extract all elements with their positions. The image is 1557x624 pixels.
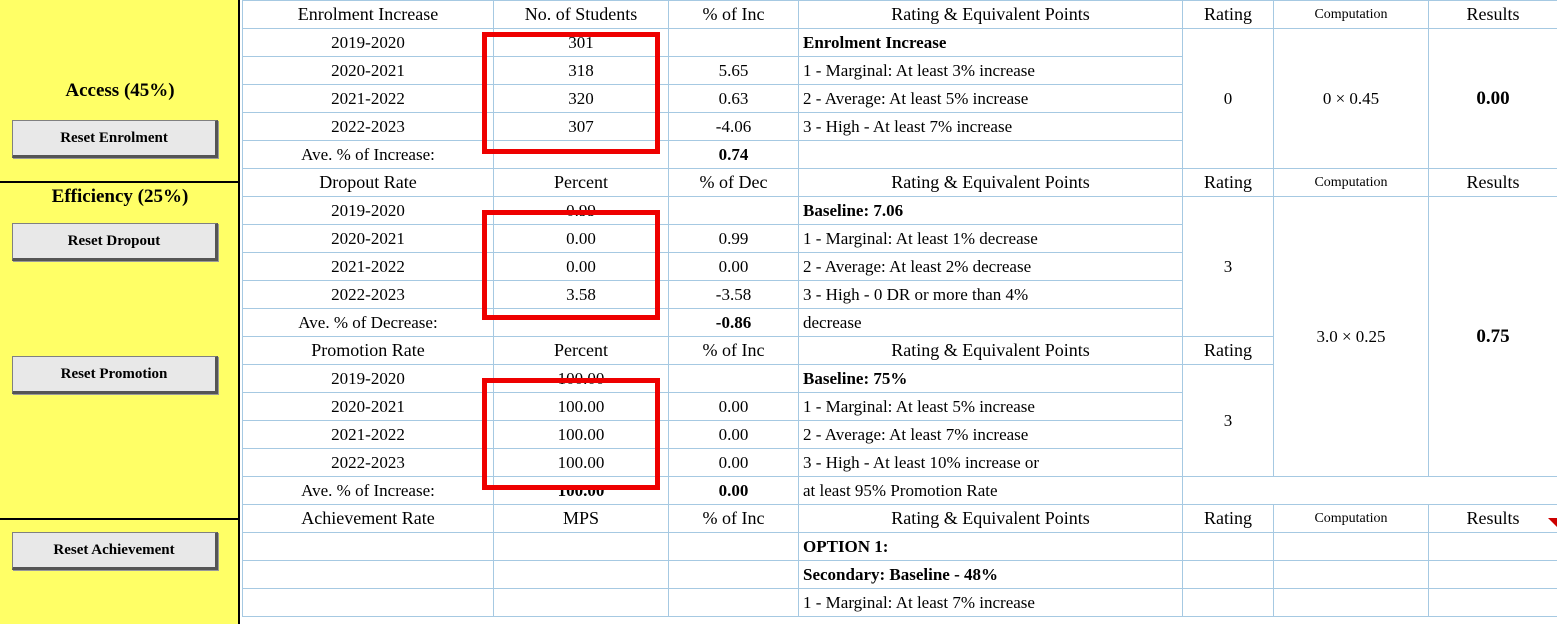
criteria-line: 1 - Marginal: At least 5% increase bbox=[799, 393, 1183, 421]
header-rating: Rating bbox=[1183, 1, 1274, 29]
criteria-line: 1 - Marginal: At least 3% increase bbox=[799, 57, 1183, 85]
header-achievement-rate: Achievement Rate bbox=[243, 505, 494, 533]
cell-empty bbox=[1429, 561, 1557, 589]
table-row bbox=[243, 561, 1557, 589]
criteria-line: 3 - High - At least 10% increase or bbox=[799, 449, 1183, 477]
cell-percent[interactable]: 100.00 bbox=[494, 393, 669, 421]
criteria-line: decrease bbox=[799, 309, 1183, 337]
cell-year[interactable]: 2019-2020 bbox=[243, 365, 494, 393]
header-rating: Rating bbox=[1183, 337, 1274, 365]
cell-rating-promotion: 3 bbox=[1183, 365, 1274, 477]
criteria-table bbox=[242, 0, 1557, 624]
cell-pct[interactable]: 0.00 bbox=[669, 393, 799, 421]
reset-promotion-button[interactable]: Reset Promotion bbox=[12, 356, 218, 394]
criteria-title-dropout: Baseline: 7.06 bbox=[799, 197, 1183, 225]
header-computation: Computation bbox=[1274, 1, 1429, 29]
cell-students[interactable]: 320 bbox=[494, 85, 669, 113]
header-promotion-rate: Promotion Rate bbox=[243, 337, 494, 365]
cell-empty[interactable] bbox=[669, 533, 799, 561]
table-row bbox=[243, 505, 1557, 533]
cell-pct[interactable] bbox=[669, 197, 799, 225]
cell-year[interactable]: 2019-2020 bbox=[243, 29, 494, 57]
criteria-line: 3 - High - 0 DR or more than 4% bbox=[799, 281, 1183, 309]
table-row bbox=[243, 477, 1557, 505]
cell-rating-dropout: 3 bbox=[1183, 197, 1274, 337]
cell-students[interactable]: 318 bbox=[494, 57, 669, 85]
criteria-line: 1 - Marginal: At least 7% increase bbox=[799, 589, 1183, 617]
header-percent: Percent bbox=[494, 337, 669, 365]
criteria-line: 3 - High - At least 7% increase bbox=[799, 113, 1183, 141]
cell-computation-enrolment: 0 × 0.45 bbox=[1274, 29, 1429, 169]
cell-empty bbox=[1274, 533, 1429, 561]
cell-empty[interactable] bbox=[243, 533, 494, 561]
cell-empty bbox=[1183, 589, 1274, 617]
header-computation: Computation bbox=[1274, 169, 1429, 197]
sheet-table bbox=[242, 0, 1557, 617]
cell-year[interactable]: 2020-2021 bbox=[243, 225, 494, 253]
cell-percent[interactable]: 0.99 bbox=[494, 197, 669, 225]
label-average-increase: Ave. % of Increase: bbox=[243, 141, 494, 169]
cell-empty[interactable] bbox=[243, 561, 494, 589]
cell-pct[interactable] bbox=[669, 29, 799, 57]
cell-rating-enrolment: 0 bbox=[1183, 29, 1274, 169]
cell-percent[interactable]: 0.00 bbox=[494, 225, 669, 253]
cell-percent[interactable]: 100.00 bbox=[494, 421, 669, 449]
header-enrolment-increase: Enrolment Increase bbox=[243, 1, 494, 29]
criteria-line: 1 - Marginal: At least 1% decrease bbox=[799, 225, 1183, 253]
cell-results-efficiency: 0.75 bbox=[1429, 197, 1557, 477]
header-rating: Rating bbox=[1183, 169, 1274, 197]
table-row bbox=[243, 169, 1557, 197]
cell-pct[interactable]: -3.58 bbox=[669, 281, 799, 309]
panel-divider-2 bbox=[0, 518, 240, 520]
reset-enrolment-button[interactable]: Reset Enrolment bbox=[12, 120, 218, 158]
cell-pct[interactable]: 0.00 bbox=[669, 253, 799, 281]
cell-year[interactable]: 2022-2023 bbox=[243, 449, 494, 477]
cell-empty[interactable] bbox=[494, 561, 669, 589]
header-pct-of-inc: % of Inc bbox=[669, 337, 799, 365]
cell-year[interactable]: 2021-2022 bbox=[243, 421, 494, 449]
cell-percent[interactable]: 3.58 bbox=[494, 281, 669, 309]
left-control-panel bbox=[0, 0, 240, 624]
panel-divider-1 bbox=[0, 181, 240, 183]
cell-average-pct: 0.00 bbox=[669, 477, 799, 505]
cell-pct[interactable] bbox=[669, 365, 799, 393]
table-row bbox=[243, 589, 1557, 617]
cell-pct[interactable]: 0.00 bbox=[669, 449, 799, 477]
header-rating: Rating bbox=[1183, 505, 1274, 533]
cell-empty bbox=[1183, 533, 1274, 561]
cell-empty[interactable] bbox=[494, 533, 669, 561]
section-title-efficiency: Efficiency (25%) bbox=[51, 186, 189, 207]
criteria-line: 2 - Average: At least 2% decrease bbox=[799, 253, 1183, 281]
cell-empty bbox=[1429, 589, 1557, 617]
reset-dropout-button[interactable]: Reset Dropout bbox=[12, 223, 218, 261]
cell-average-value: 100.00 bbox=[494, 477, 669, 505]
table-row bbox=[243, 197, 1557, 225]
cell-year[interactable]: 2019-2020 bbox=[243, 197, 494, 225]
cell-empty bbox=[1274, 561, 1429, 589]
cell-empty[interactable] bbox=[494, 141, 669, 169]
cell-year[interactable]: 2020-2021 bbox=[243, 57, 494, 85]
cell-year[interactable]: 2021-2022 bbox=[243, 253, 494, 281]
cell-empty[interactable] bbox=[669, 561, 799, 589]
header-no-of-students: No. of Students bbox=[494, 1, 669, 29]
header-pct-of-inc: % of Inc bbox=[669, 1, 799, 29]
criteria-line: 2 - Average: At least 5% increase bbox=[799, 85, 1183, 113]
cell-pct[interactable]: -4.06 bbox=[669, 113, 799, 141]
table-row bbox=[243, 533, 1557, 561]
cell-percent[interactable]: 100.00 bbox=[494, 449, 669, 477]
cell-pct[interactable]: 0.00 bbox=[669, 421, 799, 449]
header-pct-of-inc: % of Inc bbox=[669, 505, 799, 533]
cell-empty[interactable] bbox=[669, 589, 799, 617]
cell-pct[interactable]: 5.65 bbox=[669, 57, 799, 85]
cell-results-enrolment: 0.00 bbox=[1429, 29, 1557, 169]
cell-pct[interactable]: 0.63 bbox=[669, 85, 799, 113]
table-row bbox=[243, 29, 1557, 57]
criteria-option-label: OPTION 1: bbox=[799, 533, 1183, 561]
cell-year[interactable]: 2022-2023 bbox=[243, 113, 494, 141]
criteria-title-enrolment: Enrolment Increase bbox=[799, 29, 1183, 57]
header-rating-equivalent-points: Rating & Equivalent Points bbox=[799, 1, 1183, 29]
cell-average-pct: 0.74 bbox=[669, 141, 799, 169]
header-percent: Percent bbox=[494, 169, 669, 197]
cell-year[interactable]: 2021-2022 bbox=[243, 85, 494, 113]
cell-computation-efficiency: 3.0 × 0.25 bbox=[1274, 197, 1429, 477]
cell-empty[interactable] bbox=[494, 309, 669, 337]
cell-empty[interactable] bbox=[243, 589, 494, 617]
cell-students[interactable]: 301 bbox=[494, 29, 669, 57]
header-results: Results bbox=[1429, 1, 1557, 29]
criteria-line: at least 95% Promotion Rate bbox=[799, 477, 1183, 505]
cell-pct[interactable]: 0.99 bbox=[669, 225, 799, 253]
cell-comment-marker bbox=[1548, 518, 1557, 527]
header-rating-equivalent-points: Rating & Equivalent Points bbox=[799, 337, 1183, 365]
cell-empty bbox=[1274, 589, 1429, 617]
cell-percent[interactable]: 100.00 bbox=[494, 365, 669, 393]
section-title-access: Access (45%) bbox=[65, 80, 175, 101]
reset-achievement-button[interactable]: Reset Achievement bbox=[12, 532, 218, 570]
header-mps: MPS bbox=[494, 505, 669, 533]
header-results: Results bbox=[1429, 169, 1557, 197]
cell-year[interactable]: 2020-2021 bbox=[243, 393, 494, 421]
criteria-line: 2 - Average: At least 7% increase bbox=[799, 421, 1183, 449]
header-dropout-rate: Dropout Rate bbox=[243, 169, 494, 197]
table-row bbox=[243, 1, 1557, 29]
label-average-decrease: Ave. % of Decrease: bbox=[243, 309, 494, 337]
cell-percent[interactable]: 0.00 bbox=[494, 253, 669, 281]
header-pct-of-dec: % of Dec bbox=[669, 169, 799, 197]
cell-empty bbox=[1429, 533, 1557, 561]
cell-year[interactable]: 2022-2023 bbox=[243, 281, 494, 309]
header-results: Results bbox=[1429, 505, 1557, 533]
criteria-line: Secondary: Baseline - 48% bbox=[799, 561, 1183, 589]
label-average-increase: Ave. % of Increase: bbox=[243, 477, 494, 505]
cell-empty bbox=[1183, 561, 1274, 589]
cell-empty bbox=[799, 141, 1183, 169]
criteria-title-promotion: Baseline: 75% bbox=[799, 365, 1183, 393]
cell-students[interactable]: 307 bbox=[494, 113, 669, 141]
header-rating-equivalent-points: Rating & Equivalent Points bbox=[799, 505, 1183, 533]
cell-average-pct: -0.86 bbox=[669, 309, 799, 337]
cell-empty[interactable] bbox=[494, 589, 669, 617]
header-computation: Computation bbox=[1274, 505, 1429, 533]
header-rating-equivalent-points: Rating & Equivalent Points bbox=[799, 169, 1183, 197]
